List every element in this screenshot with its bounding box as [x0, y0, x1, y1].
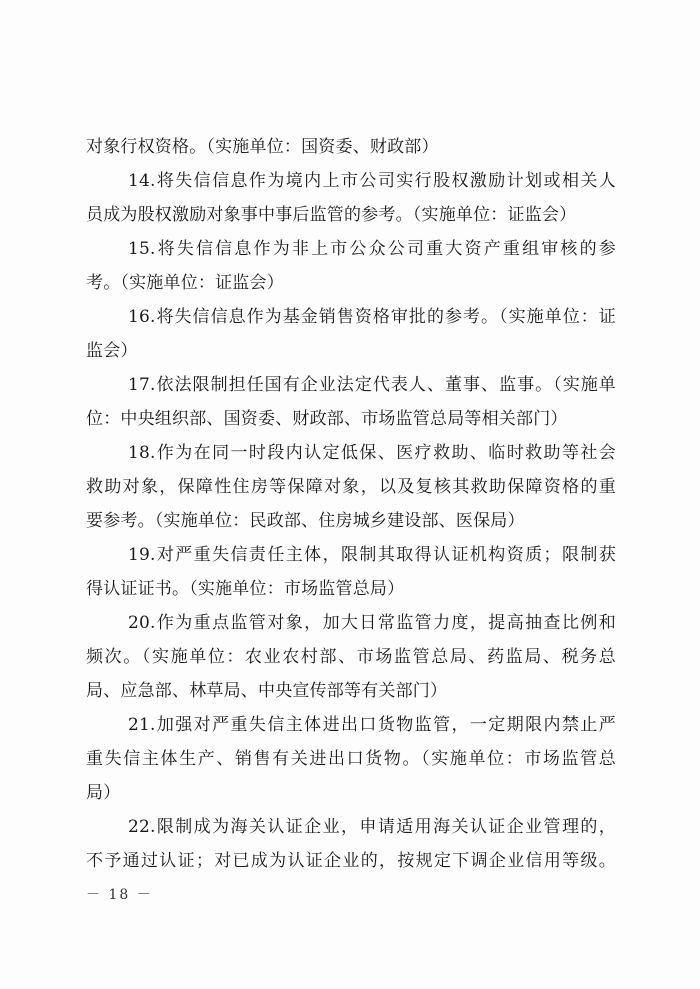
text-line: 14.将失信信息作为境内上市公司实行股权激励计划或相关人 [128, 171, 616, 191]
text-line: 15.将失信信息作为非上市公众公司重大资产重组审核的参 [128, 239, 616, 259]
text-line: 19.对严重失信责任主体，限制其取得认证机构资质；限制获 [128, 545, 616, 565]
text-line: 17.依法限制担任国有企业法定代表人、董事、监事。（实施单 [128, 375, 616, 395]
text-line: 重失信主体生产、销售有关进出口货物。（实施单位：市场监管总 [86, 749, 616, 769]
text-line: 员成为股权激励对象事中事后监管的参考。（实施单位：证监会） [86, 205, 577, 225]
text-line: 考。（实施单位：证监会） [86, 273, 284, 293]
body-text [86, 130, 616, 878]
text-line: 位：中央组织部、国资委、财政部、市场监管总局等相关部门） [86, 409, 568, 429]
text-line: 20.作为重点监管对象，加大日常监管力度，提高抽查比例和 [128, 613, 616, 633]
text-line: 频次。（实施单位：农业农村部、市场监管总局、药监局、税务总 [86, 647, 616, 667]
text-line: 18.作为在同一时段内认定低保、医疗救助、临时救助等社会 [128, 443, 616, 463]
text-line: 对象行权资格。（实施单位：国资委、财政部） [86, 137, 439, 157]
text-line: 22.限制成为海关认证企业，申请适用海关认证企业管理的， [128, 817, 616, 837]
text-line: 不予通过认证；对已成为认证企业的，按规定下调企业信用等级。 [86, 851, 616, 871]
page-number: － 18 － [86, 887, 153, 903]
text-line: 局） [86, 783, 121, 803]
text-line: 监会） [86, 341, 138, 361]
text-line: 要参考。（实施单位：民政部、住房城乡建设部、医保局） [86, 511, 525, 531]
text-line: 救助对象，保障性住房等保障对象，以及复核其救助保障资格的重 [86, 477, 616, 497]
text-line: 得认证证书。（实施单位：市场监管总局） [86, 579, 405, 599]
text-line: 局、应急部、林草局、中央宣传部等有关部门） [86, 681, 448, 701]
text-line: 16.将失信信息作为基金销售资格审批的参考。（实施单位：证 [128, 307, 616, 327]
text-line: 21.加强对严重失信主体进出口货物监管，一定期限内禁止严 [128, 715, 616, 735]
